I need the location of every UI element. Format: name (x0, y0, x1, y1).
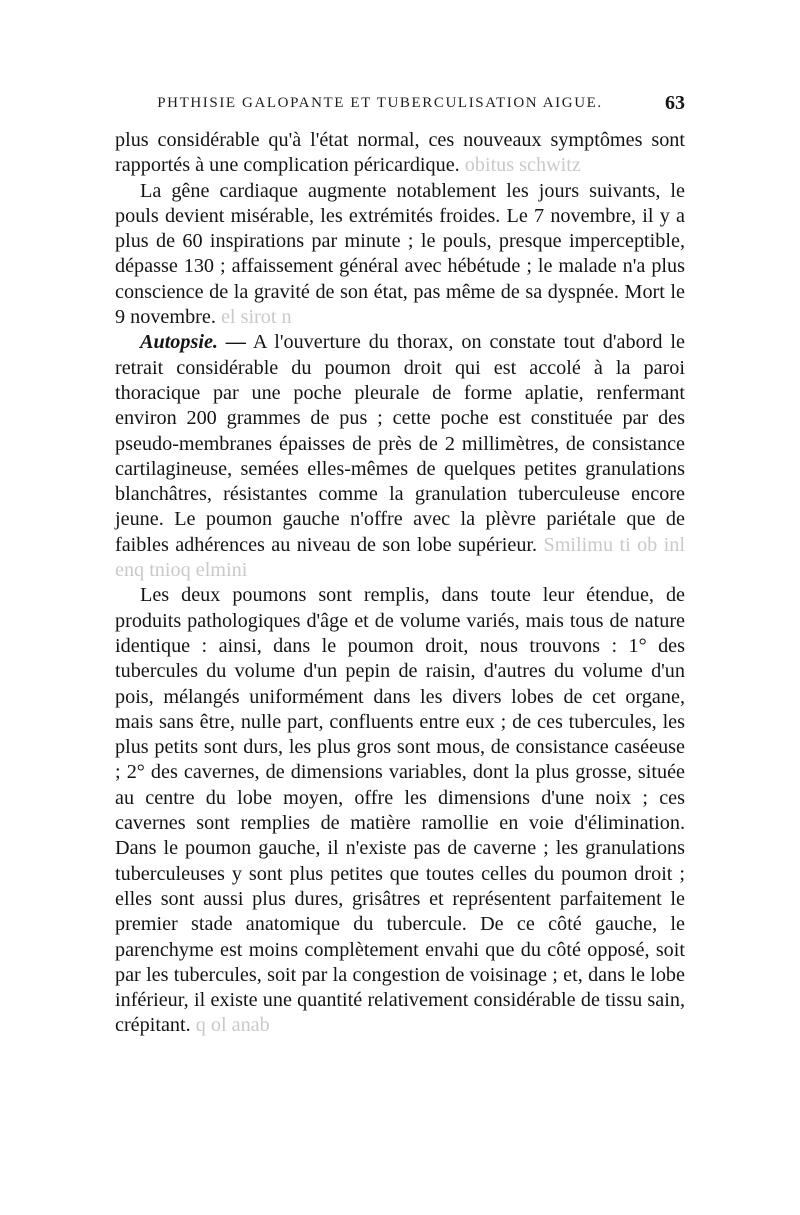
paragraph-text: A l'ouverture du thorax, on constate tout d'abord le retrait considérable du poumon droit qui est accolé à la paroi thoracique par une poche pleurale de forme aplatie, renfermant environ 200 grammes de pus ; cette poche est constituée par des pseudo-membranes épaisses de près de 2 millimètres, de consistance cartilagineuse, semées elles-mêmes de quelques petites granulations blanchâtres, résistantes comme la granulation tuberculeuse encore jeune. Le poumon gauche n'offre avec la plèvre pariétale que de faibles adhérences au niveau de son lobe supérieur. (115, 331, 685, 556)
paragraph-4 (115, 583, 685, 1038)
show-through-text: Smilimu ti ob inl enq tnioq elmini (115, 533, 685, 582)
paragraph-1 (115, 128, 685, 179)
body-text (115, 128, 685, 1039)
show-through-text: q ol anab (190, 1014, 270, 1037)
paragraph-3 (115, 330, 685, 583)
show-through-text: el sirot n (215, 306, 292, 329)
page-number: 63 (665, 92, 685, 114)
autopsy-lead-in: Autopsie. — (140, 331, 247, 354)
paragraph-text: plus considérable qu'à l'état normal, ces nouveaux symptômes sont rapportés à une complication péricardique. (115, 129, 685, 177)
running-head (115, 90, 685, 116)
running-title: PHTHISIE GALOPANTE ET TUBERCULISATION AIGUE. (157, 95, 603, 111)
paragraph-2 (115, 179, 685, 331)
show-through-text: obitus schwitz (459, 154, 581, 177)
paragraph-text: La gêne cardiaque augmente notablement les jours suivants, le pouls devient misérable, les extrémités froides. Le 7 novembre, il y a plus de 60 inspirations par minute ; le pouls, presque imperceptible, dépasse 130 ; affaissement général avec hébétude ; le malade n'a plus conscience de la gravité de son état, pas même de sa dyspnée. Mort le 9 novembre. (115, 179, 685, 329)
paragraph-text: Les deux poumons sont remplis, dans toute leur étendue, de produits pathologiques d'âge et de volume variés, mais tous de nature identique : ainsi, dans le poumon droit, nous trouvons : 1° des tubercules du volume d'un pepin de raisin, d'autres du volume d'un pois, mélangés uniformément dans les divers lobes de cet organe, mais sans être, nulle part, confluents entre eux ; de ces tubercules, les plus petits sont durs, les plus gros sont mous, de consistance caséeuse ; 2° des cavernes, de dimensions variables, dont la plus grosse, située au centre du lobe moyen, offre les dimensions d'une noix ; ces cavernes sont remplies de matière ramollie en voie d'élimination. Dans le poumon gauche, il n'existe pas de caverne ; les granulations tuberculeuses y sont plus petites que toutes celles du poumon droit ; elles sont aussi plus dures, grisâtres et représentent parfaitement le premier stade anatomique du tubercule. De ce côté gauche, le parenchyme est moins complètement envahi que du côté opposé, soit par les tubercules, soit par la congestion de voisinage ; et, dans le lobe inférieur, il existe une quantité relativement considérable de tissu sain, crépitant. (115, 584, 685, 1037)
